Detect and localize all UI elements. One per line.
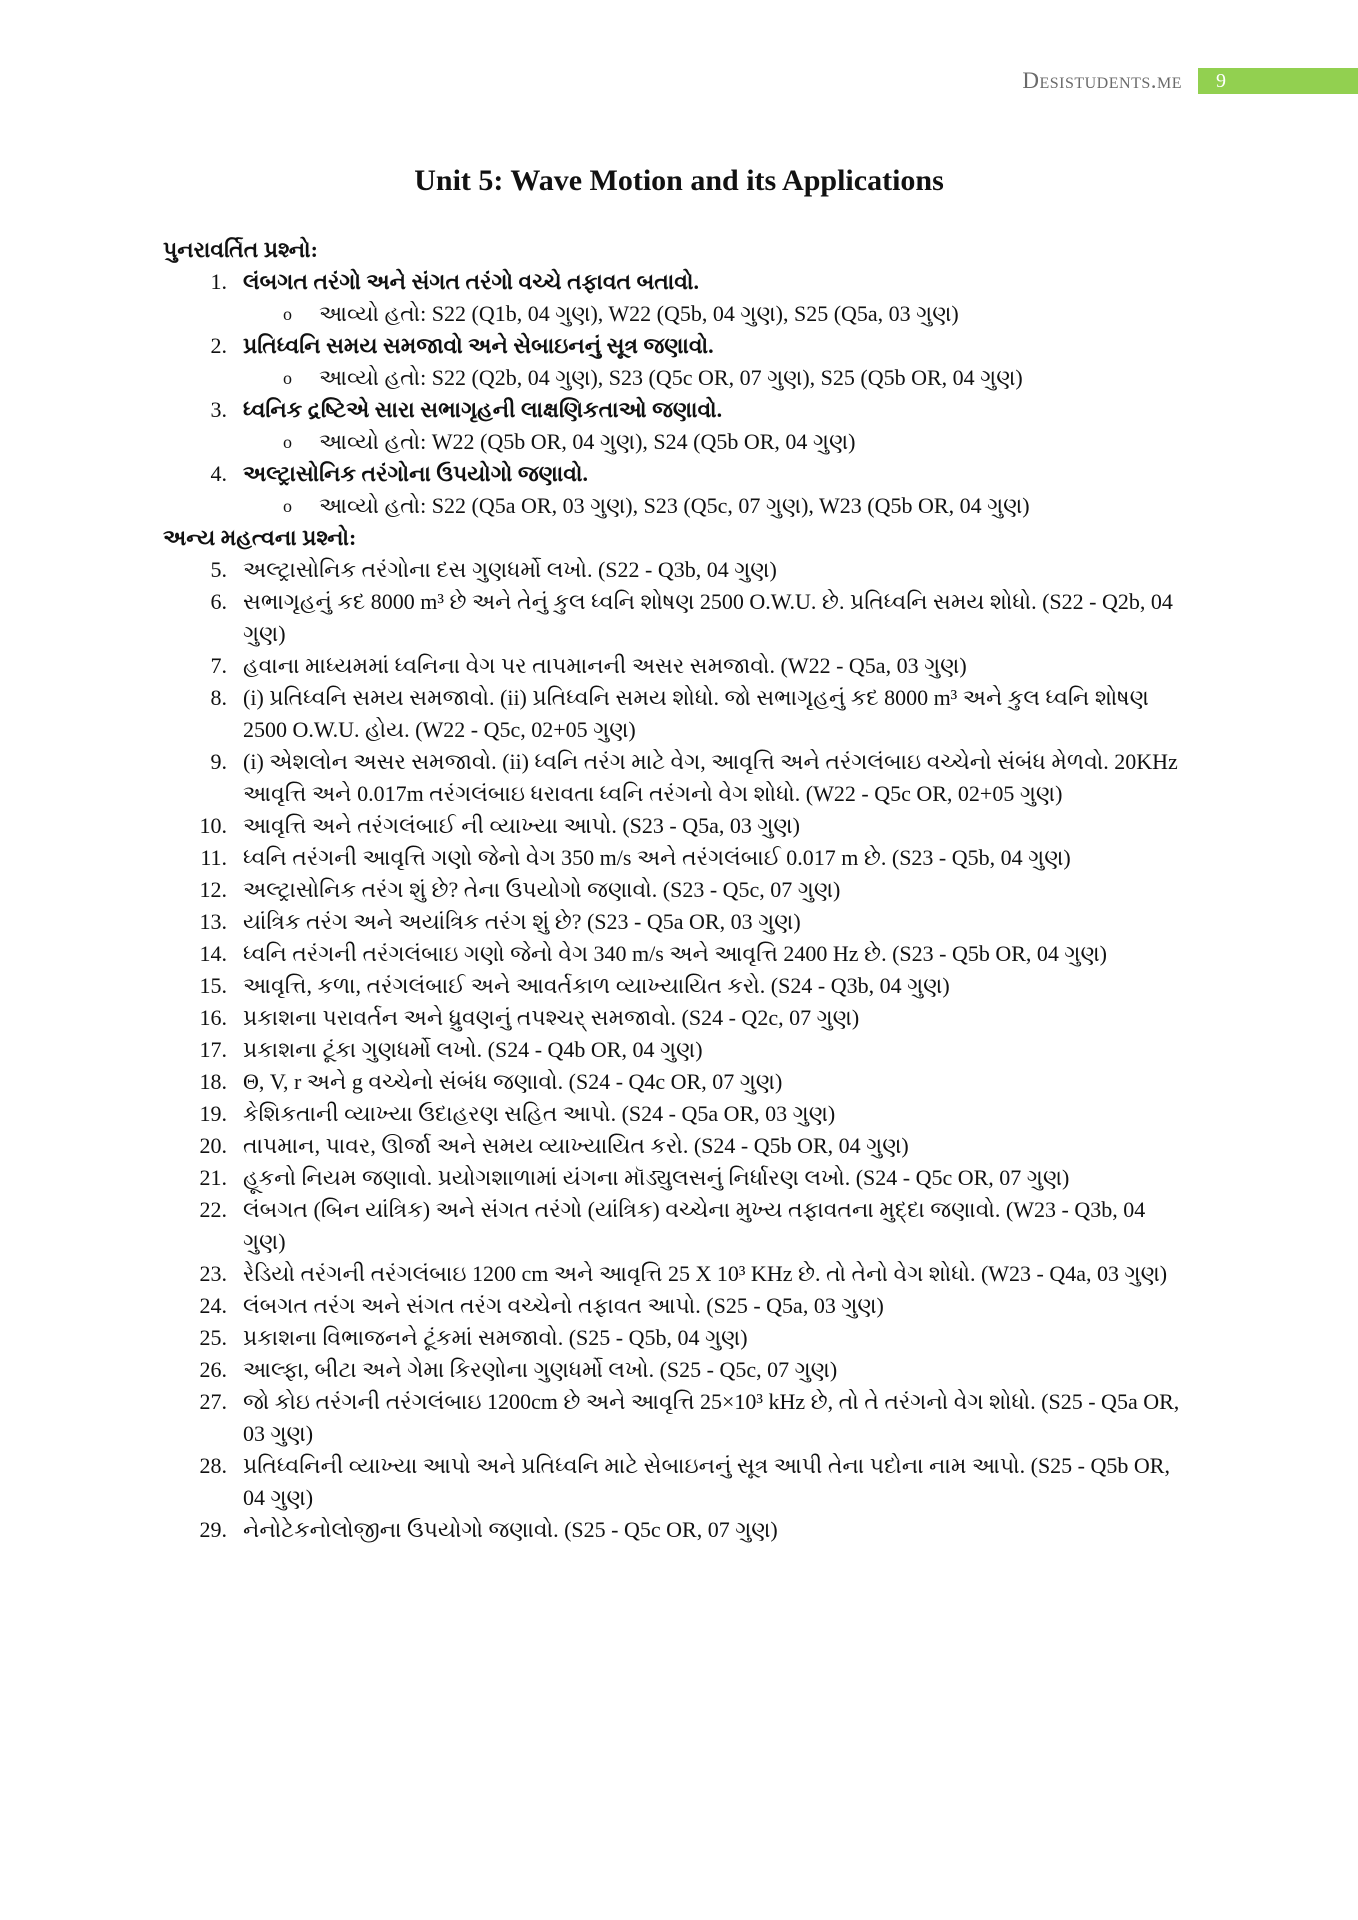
list-item [163, 394, 1183, 426]
page-title: Unit 5: Wave Motion and its Applications [414, 164, 944, 197]
item-question: નેનોટેકનોલોજીના ઉપયોગો જણાવો. (S25 - Q5c OR, 07 ગુણ) [243, 1517, 778, 1542]
list-item [163, 1194, 1183, 1258]
repeated-heading: પુનરાવર્તિત પ્રશ્નો: [163, 237, 318, 262]
item-question: Θ, V, r અને g વચ્ચેનો સંબંધ જણાવો. (S24 - Q4c OR, 07 ગુણ) [243, 1069, 783, 1094]
item-number: 22. [199, 1197, 227, 1222]
list-item [163, 1514, 1183, 1546]
item-number: 6. [210, 589, 227, 614]
item-number: 9. [210, 749, 227, 774]
item-number: 5. [210, 557, 227, 582]
circle-bullet-icon: o [283, 304, 292, 324]
list-item [163, 1386, 1183, 1450]
item-number: 10. [199, 813, 227, 838]
item-question: અલ્ટ્રાસોનિક તરંગ શું છે? તેના ઉપયોગો જણાવો. (S23 - Q5c, 07 ગુણ) [243, 877, 841, 902]
list-item [163, 1258, 1183, 1290]
item-number: 24. [199, 1293, 227, 1318]
list-item [163, 1066, 1183, 1098]
other-heading: અન્ય મહત્વના પ્રશ્નો: [163, 525, 357, 550]
item-question: પ્રકાશના પરાવર્તન અને ધ્રુવણનું તપશ્ચર્ સમજાવો. (S24 - Q2c, 07 ગુણ) [243, 1005, 860, 1030]
list-item [163, 1354, 1183, 1386]
list-item [163, 1290, 1183, 1322]
item-number: 23. [199, 1261, 227, 1286]
item-question: જો કોઇ તરંગની તરંગલંબાઇ 1200cm છે અને આવૃત્તિ 25×10³ kHz છે, તો તે તરંગનો વેગ શોધો. (S25 - Q5a OR, 03 ગુણ) [243, 1389, 1180, 1446]
item-number: 20. [199, 1133, 227, 1158]
list-item [163, 1162, 1183, 1194]
item-number: 12. [199, 877, 227, 902]
item-question: ધ્વનિ તરંગની આવૃત્તિ ગણો જેનો વેગ 350 m/s અને તરંગલંબાઈ 0.017 m છે. (S23 - Q5b, 04 ગુણ) [243, 845, 1071, 870]
item-number: 26. [199, 1357, 227, 1382]
item-question: લંબગત (બિન યાંત્રિક) અને સંગત તરંગો (યાંત્રિક) વચ્ચેના મુખ્ય તફાવતના મુદ્દા જણાવો. (W23 - Q3b, 04 ગુણ) [243, 1197, 1146, 1254]
item-number: 17. [199, 1037, 227, 1062]
item-number: 25. [199, 1325, 227, 1350]
item-question: યાંત્રિક તરંગ અને અયાંત્રિક તરંગ શું છે? (S23 - Q5a OR, 03 ગુણ) [243, 909, 801, 934]
item-question: હવાના માધ્યમમાં ધ્વનિના વેગ પર તાપમાનની અસર સમજાવો. (W22 - Q5a, 03 ગુણ) [243, 653, 967, 678]
page-number: 9 [1198, 68, 1358, 94]
item-question: સભાગૃહનું કદ 8000 m³ છે અને તેનું કુલ ધ્વનિ શોષણ 2500 O.W.U. છે. પ્રતિધ્વનિ સમય શોધો. (S22 - Q2b, 04 ગુણ) [243, 589, 1173, 646]
item-question: અલ્ટ્રાસોનિક તરંગોના દસ ગુણધર્મો લખો. (S22 - Q3b, 04 ગુણ) [243, 557, 777, 582]
item-number: 2. [210, 333, 227, 358]
item-question: લંબગત તરંગ અને સંગત તરંગ વચ્ચેનો તફાવત આપો. (S25 - Q5a, 03 ગુણ) [243, 1293, 884, 1318]
list-item [163, 906, 1183, 938]
item-question: પ્રતિધ્વનિની વ્યાખ્યા આપો અને પ્રતિધ્વનિ માટે સેબાઇનનું સૂત્ર આપી તેના પદોના નામ આપો. (S25 - Q5b OR, 04 ગુણ) [243, 1453, 1170, 1510]
item-question: અલ્ટ્રાસોનિક તરંગોના ઉપયોગો જણાવો. [243, 461, 588, 486]
item-question: કેશિકતાની વ્યાખ્યા ઉદાહરણ સહિત આપો. (S24 - Q5a OR, 03 ગુણ) [243, 1101, 836, 1126]
circle-bullet-icon: o [283, 368, 292, 388]
question-list [163, 234, 1183, 1546]
page-header [1022, 68, 1358, 94]
item-question: આવૃત્તિ અને તરંગલંબાઈ ની વ્યાખ્યા આપો. (S23 - Q5a, 03 ગુણ) [243, 813, 800, 838]
list-item [163, 650, 1183, 682]
list-item [163, 1130, 1183, 1162]
item-question: રેડિયો તરંગની તરંગલંબાઇ 1200 cm અને આવૃત્તિ 25 X 10³ KHz છે. તો તેનો વેગ શોધો. (W23 - Q4a, 03 ગુણ) [243, 1261, 1168, 1286]
asked-text: આવ્યો હતો: S22 (Q1b, 04 ગુણ), W22 (Q5b, 04 ગુણ), S25 (Q5a, 03 ગુણ) [319, 301, 959, 326]
item-number: 16. [199, 1005, 227, 1030]
list-item [163, 586, 1183, 650]
asked-text: આવ્યો હતો: S22 (Q2b, 04 ગુણ), S23 (Q5c OR, 07 ગુણ), S25 (Q5b OR, 04 ગુણ) [319, 365, 1023, 390]
item-number: 29. [199, 1517, 227, 1542]
list-item [163, 266, 1183, 298]
item-question: આવૃત્તિ, કળા, તરંગલંબાઈ અને આવર્તકાળ વ્યાખ્યાયિત કરો. (S24 - Q3b, 04 ગુણ) [243, 973, 950, 998]
list-item [163, 554, 1183, 586]
item-question: પ્રકાશના ટૂંકા ગુણધર્મો લખો. (S24 - Q4b OR, 04 ગુણ) [243, 1037, 703, 1062]
asked-in [163, 426, 1183, 458]
list-item [163, 810, 1183, 842]
item-number: 11. [200, 845, 227, 870]
asked-in [163, 490, 1183, 522]
list-item [163, 746, 1183, 810]
list-item [163, 1002, 1183, 1034]
item-question: હૂકનો નિયમ જણાવો. પ્રયોગશાળામાં યંગના મૉડ્યુલસનું નિર્ધારણ લખો. (S24 - Q5c OR, 07 ગુણ) [243, 1165, 1070, 1190]
list-item [163, 682, 1183, 746]
list-item [163, 458, 1183, 490]
site-name: Desistudents.me [1022, 68, 1182, 93]
item-number: 14. [199, 941, 227, 966]
item-number: 19. [199, 1101, 227, 1126]
item-number: 15. [199, 973, 227, 998]
list-item [163, 330, 1183, 362]
item-question: (i) એશલોન અસર સમજાવો. (ii) ધ્વનિ તરંગ માટે વેગ, આવૃત્તિ અને તરંગલંબાઇ વચ્ચેનો સંબંધ મેળવો. 20KHz આવૃત્તિ અને 0.017m તરંગલંબાઇ ધરાવતા ધ્વનિ તરંગનો વેગ શોધો. (W22 - Q5c OR, 02+05 ગુણ) [243, 749, 1178, 806]
item-question: આલ્ફા, બીટા અને ગેમા કિરણોના ગુણધર્મો લખો. (S25 - Q5c, 07 ગુણ) [243, 1357, 838, 1382]
list-item [163, 1322, 1183, 1354]
list-item [163, 1034, 1183, 1066]
list-item [163, 1098, 1183, 1130]
list-item [163, 1450, 1183, 1514]
item-number: 8. [210, 685, 227, 710]
asked-in [163, 362, 1183, 394]
list-item [163, 970, 1183, 1002]
item-number: 27. [199, 1389, 227, 1414]
item-question: (i) પ્રતિધ્વનિ સમય સમજાવો. (ii) પ્રતિધ્વનિ સમય શોધો. જો સભાગૃહનું કદ 8000 m³ અને કુલ ધ્વનિ શોષણ 2500 O.W.U. હોય. (W22 - Q5c, 02+05 ગુણ) [243, 685, 1149, 742]
item-question: લંબગત તરંગો અને સંગત તરંગો વચ્ચે તફાવત બતાવો. [243, 269, 699, 294]
circle-bullet-icon: o [283, 432, 292, 452]
item-number: 21. [199, 1165, 227, 1190]
circle-bullet-icon: o [283, 496, 292, 516]
item-number: 4. [210, 461, 227, 486]
item-number: 7. [210, 653, 227, 678]
item-question: ધ્વનિ તરંગની તરંગલંબાઇ ગણો જેનો વેગ 340 m/s અને આવૃત્તિ 2400 Hz છે. (S23 - Q5b OR, 04 ગુણ) [243, 941, 1107, 966]
item-number: 1. [210, 269, 227, 294]
list-item [163, 842, 1183, 874]
item-number: 13. [199, 909, 227, 934]
asked-text: આવ્યો હતો: S22 (Q5a OR, 03 ગુણ), S23 (Q5c, 07 ગુણ), W23 (Q5b OR, 04 ગુણ) [319, 493, 1030, 518]
item-number: 18. [199, 1069, 227, 1094]
item-question: તાપમાન, પાવર, ઊર્જા અને સમય વ્યાખ્યાયિત કરો. (S24 - Q5b OR, 04 ગુણ) [243, 1133, 909, 1158]
item-number: 28. [199, 1453, 227, 1478]
item-question: ધ્વનિક દ્રષ્ટિએ સારા સભાગૃહની લાક્ષણિકતાઓ જણાવો. [243, 397, 723, 422]
item-question: પ્રતિધ્વનિ સમય સમજાવો અને સેબાઇનનું સૂત્ર જણાવો. [243, 333, 714, 358]
list-item [163, 938, 1183, 970]
asked-text: આવ્યો હતો: W22 (Q5b OR, 04 ગુણ), S24 (Q5b OR, 04 ગુણ) [319, 429, 856, 454]
item-number: 3. [210, 397, 227, 422]
asked-in [163, 298, 1183, 330]
item-question: પ્રકાશના વિભાજનને ટૂંકમાં સમજાવો. (S25 - Q5b, 04 ગુણ) [243, 1325, 748, 1350]
list-item [163, 874, 1183, 906]
